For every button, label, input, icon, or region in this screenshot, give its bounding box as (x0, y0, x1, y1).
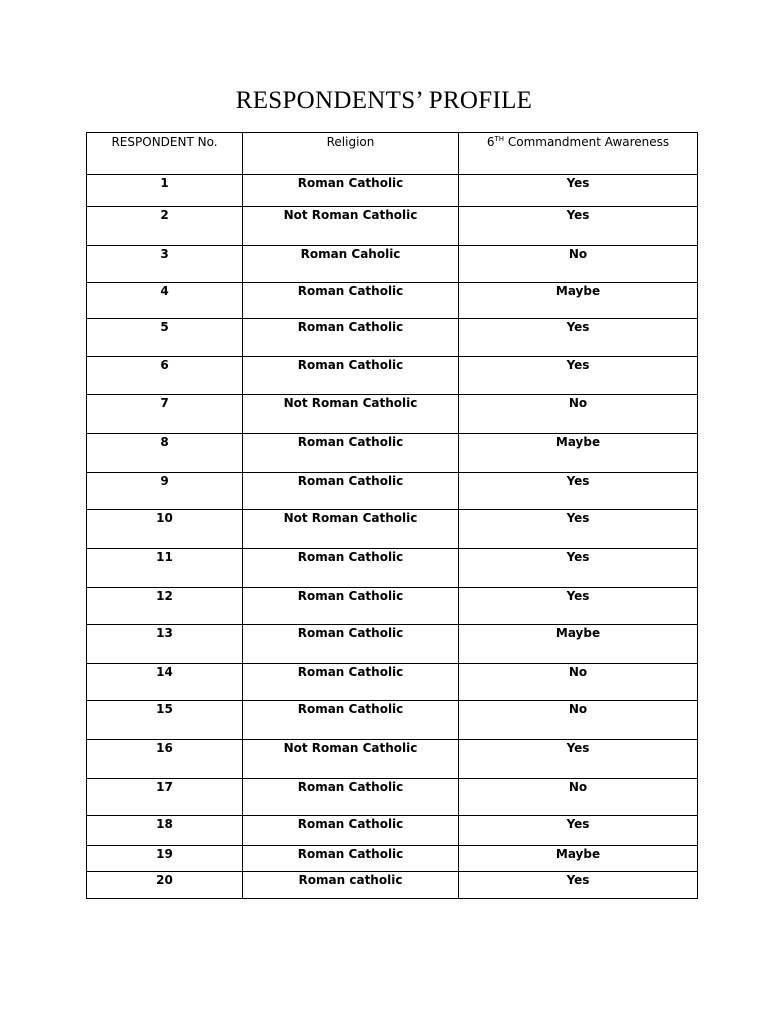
table-row (87, 246, 698, 283)
header-awareness-label: Commandment Awareness (504, 135, 670, 149)
respondent-no-cell: 8 (87, 434, 243, 473)
table-row (87, 872, 698, 899)
awareness-cell: Yes (459, 588, 698, 625)
religion-cell: Roman Catholic (243, 319, 459, 357)
table-header-row (87, 133, 698, 175)
table-row (87, 779, 698, 816)
respondent-no-cell: 20 (87, 872, 243, 899)
page-title: RESPONDENTS’ PROFILE (235, 87, 533, 114)
religion-cell: Not Roman Catholic (243, 740, 459, 779)
awareness-cell: No (459, 779, 698, 816)
religion-cell: Roman Catholic (243, 434, 459, 473)
religion-cell: Roman Catholic (243, 625, 459, 664)
awareness-cell: Yes (459, 357, 698, 395)
awareness-cell: Yes (459, 549, 698, 588)
religion-cell: Roman Catholic (243, 846, 459, 872)
religion-cell: Roman Catholic (243, 549, 459, 588)
religion-cell: Roman Catholic (243, 779, 459, 816)
religion-cell: Not Roman Catholic (243, 207, 459, 246)
respondent-no-cell: 11 (87, 549, 243, 588)
awareness-cell: Maybe (459, 846, 698, 872)
religion-cell: Roman Catholic (243, 664, 459, 701)
respondent-no-cell: 15 (87, 701, 243, 740)
awareness-cell: No (459, 664, 698, 701)
awareness-cell: No (459, 395, 698, 434)
table-row (87, 319, 698, 357)
awareness-cell: Yes (459, 175, 698, 207)
respondents-table (86, 132, 698, 899)
table-row (87, 740, 698, 779)
awareness-cell: Yes (459, 740, 698, 779)
religion-cell: Roman Catholic (243, 701, 459, 740)
header-religion: Religion (243, 133, 459, 175)
respondent-no-cell: 4 (87, 283, 243, 319)
header-commandment-awareness (459, 133, 698, 175)
respondent-no-cell: 10 (87, 510, 243, 549)
table-row (87, 588, 698, 625)
table-row (87, 625, 698, 664)
respondent-no-cell: 7 (87, 395, 243, 434)
respondent-no-cell: 16 (87, 740, 243, 779)
awareness-cell: Yes (459, 319, 698, 357)
religion-cell: Roman Catholic (243, 816, 459, 846)
header-awareness-ordinal: TH (494, 135, 505, 143)
respondent-no-cell: 13 (87, 625, 243, 664)
religion-cell: Roman Catholic (243, 357, 459, 395)
table-body (87, 175, 698, 899)
awareness-cell: Yes (459, 510, 698, 549)
respondent-no-cell: 1 (87, 175, 243, 207)
awareness-cell: Maybe (459, 625, 698, 664)
table-row (87, 510, 698, 549)
table-row (87, 175, 698, 207)
awareness-cell: Yes (459, 207, 698, 246)
respondent-no-cell: 12 (87, 588, 243, 625)
table-row (87, 846, 698, 872)
awareness-cell: Maybe (459, 283, 698, 319)
table-row (87, 816, 698, 846)
awareness-cell: Yes (459, 872, 698, 899)
table-row (87, 701, 698, 740)
awareness-cell: Yes (459, 816, 698, 846)
religion-cell: Roman catholic (243, 872, 459, 899)
respondent-no-cell: 18 (87, 816, 243, 846)
respondent-no-cell: 6 (87, 357, 243, 395)
table-row (87, 395, 698, 434)
awareness-cell: No (459, 701, 698, 740)
religion-cell: Not Roman Catholic (243, 395, 459, 434)
table-row (87, 283, 698, 319)
religion-cell: Roman Catholic (243, 175, 459, 207)
religion-cell: Roman Caholic (243, 246, 459, 283)
religion-cell: Roman Catholic (243, 283, 459, 319)
awareness-cell: Maybe (459, 434, 698, 473)
table-row (87, 549, 698, 588)
respondent-no-cell: 2 (87, 207, 243, 246)
awareness-cell: No (459, 246, 698, 283)
table-row (87, 434, 698, 473)
religion-cell: Roman Catholic (243, 473, 459, 510)
table-row (87, 664, 698, 701)
respondent-no-cell: 14 (87, 664, 243, 701)
respondent-no-cell: 17 (87, 779, 243, 816)
religion-cell: Not Roman Catholic (243, 510, 459, 549)
respondent-no-cell: 9 (87, 473, 243, 510)
table-row (87, 357, 698, 395)
respondent-no-cell: 3 (87, 246, 243, 283)
table-row (87, 207, 698, 246)
religion-cell: Roman Catholic (243, 588, 459, 625)
respondent-no-cell: 19 (87, 846, 243, 872)
header-respondent-no: RESPONDENT No. (87, 133, 243, 175)
awareness-cell: Yes (459, 473, 698, 510)
header-awareness-number: 6 (486, 135, 495, 149)
table-row (87, 473, 698, 510)
respondent-no-cell: 5 (87, 319, 243, 357)
